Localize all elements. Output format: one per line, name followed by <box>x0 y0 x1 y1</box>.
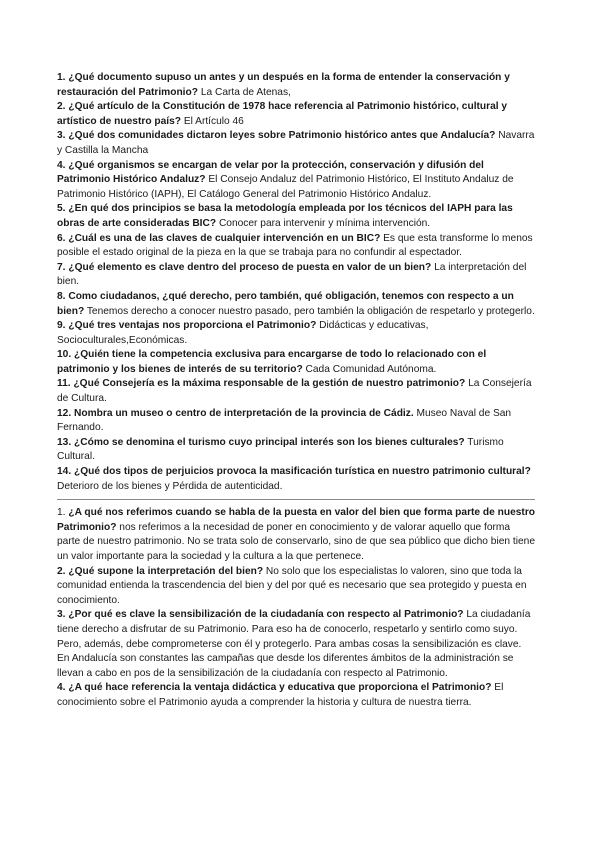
question-text: 4. ¿A qué hace referencia la ventaja didáctica y educativa que proporciona el Patrimonio? <box>57 682 492 694</box>
qa-item <box>57 202 535 231</box>
document-page <box>57 71 535 711</box>
question-text: 14. ¿Qué dos tipos de perjuicios provoca la masificación turística en nuestro patrimonio cultural? <box>57 466 531 478</box>
question-text: 9. ¿Qué tres ventajas nos proporciona el Patrimonio? <box>57 320 317 332</box>
section-divider <box>57 499 535 500</box>
answer-text: Conocer para intervenir y mínima intervención. <box>218 217 431 229</box>
qa-item <box>57 608 535 681</box>
answer-text: Navarra y Castilla la Mancha <box>57 130 535 156</box>
qa-item <box>57 261 535 290</box>
qa-item <box>57 319 535 348</box>
question-text: 6. ¿Cuál es una de las claves de cualquier intervención en un BIC? <box>57 232 381 244</box>
answer-text: La Consejería de Cultura. <box>57 378 532 405</box>
answer-text: nos referimos a la necesidad de poner en conocimiento y de valorar aquello que forma parte de nuestro patrimonio. No se trata solo de conservarlo, sino de que sea público que dicho bien tiene un valor importante para la sociedad y la cultura a la que pertenece. <box>57 521 535 562</box>
question-text: 12. Nombra un museo o centro de interpretación de la provincia de Cádiz. <box>57 407 414 419</box>
question-text: 2. ¿Qué artículo de la Constitución de 1978 hace referencia al Patrimonio histórico, cultural y artístico de nuestro país? <box>57 101 508 127</box>
question-text: 3. ¿Por qué es clave la sensibilización de la ciudadanía con respecto al Patrimonio? <box>57 609 464 621</box>
answer-text: El Artículo 46 <box>183 115 244 127</box>
answer-text: Didácticas y educativas, Socioculturales,Económicas. <box>57 320 429 346</box>
question-text: 2. ¿Qué supone la interpretación del bien? <box>57 565 264 577</box>
qa-item <box>57 436 535 465</box>
question-text: 7. ¿Qué elemento es clave dentro del proceso de puesta en valor de un bien? <box>57 261 432 273</box>
qa-item <box>57 290 535 319</box>
question-text: 4. ¿Qué organismos se encargan de velar por la protección, conservación y difusión del Patrimonio Histórico Andaluz? <box>57 159 484 186</box>
answer-text: Museo Naval de San Fernando. <box>57 407 512 434</box>
qa-item <box>57 348 535 377</box>
answer-text: La Carta de Atenas, <box>200 86 291 98</box>
qa-item <box>57 100 535 129</box>
qa-item <box>57 565 535 609</box>
question-text: 1. ¿Qué documento supuso un antes y un después en la forma de entender la conservación y restauración del Patrimonio? <box>57 72 510 98</box>
qa-item <box>57 129 535 158</box>
qa-item <box>57 506 535 564</box>
answer-text: Tenemos derecho a conocer nuestro pasado, pero también la obligación de respetarlo y protegerlo. <box>86 305 535 317</box>
quiz-section-short-answers <box>57 71 535 494</box>
answer-text: La ciudadanía tiene derecho a disfrutar de su Patrimonio. Para eso ha de conocerlo, respetarlo y sentirlo como suyo. Pero, además, debe comprometerse con él y protegerlo. Para ambas cosas la sensibilización es clave. En Andalucía son constantes las campañas que desde los diferentes ámbitos de la administración se llevan a cabo en pos de la sensibilización de la ciudadanía con respecto al Patrimonio. <box>57 609 531 679</box>
qa-item <box>57 159 535 203</box>
question-text: ¿A qué nos referimos cuando se habla de la puesta en valor del bien que forma parte de nuestro Patrimonio? <box>57 507 536 533</box>
question-text: 3. ¿Qué dos comunidades dictaron leyes sobre Patrimonio histórico antes que Andalucía? <box>57 130 496 142</box>
answer-text: El conocimiento sobre el Patrimonio ayuda a comprender la historia y cultura de nuestra tierra. <box>57 682 504 708</box>
qa-item <box>57 681 535 710</box>
answer-text: La interpretación del bien. <box>57 261 527 288</box>
answer-text: Deterioro de los bienes y Pérdida de autenticidad. <box>57 480 283 492</box>
answer-text: Cada Comunidad Autónoma. <box>305 363 437 375</box>
question-text: 13. ¿Cómo se denomina el turismo cuyo principal interés son los bienes culturales? <box>57 436 465 448</box>
answer-text: Es que esta transforme lo menos posible el estado original de la pieza en la que se trabaja para no confundir al espectador. <box>57 232 533 259</box>
qa-item <box>57 71 535 100</box>
question-text: 5. ¿En qué dos principios se basa la metodología empleada por los técnicos del IAPH para las obras de arte consideradas BIC? <box>57 203 513 229</box>
qa-item <box>57 407 535 436</box>
answer-text: No solo que los especialistas lo valoren, sino que toda la comunidad entienda la trascendencia del bien y del por qué es necesario que sea protegido y puesta en conocimiento. <box>57 565 527 606</box>
qa-item <box>57 232 535 261</box>
question-number: 1. <box>57 507 66 519</box>
question-text: 8. Como ciudadanos, ¿qué derecho, pero también, qué obligación, tenemos con respecto a un bien? <box>57 290 514 317</box>
quiz-section-long-answers <box>57 506 535 710</box>
question-text: 10. ¿Quién tiene la competencia exclusiva para encargarse de todo lo relacionado con el patrimonio y los bienes de interés de su territorio? <box>57 349 487 375</box>
answer-text: Turismo Cultural. <box>57 436 504 463</box>
question-text: 11. ¿Qué Consejería es la máxima responsable de la gestión de nuestro patrimonio? <box>57 378 466 390</box>
answer-text: El Consejo Andaluz del Patrimonio Histórico, El Instituto Andaluz de Patrimonio Histórico (IAPH), El Catálogo General del Patrimonio Histórico Andaluz. <box>57 174 514 200</box>
qa-item <box>57 377 535 406</box>
qa-item <box>57 465 535 494</box>
